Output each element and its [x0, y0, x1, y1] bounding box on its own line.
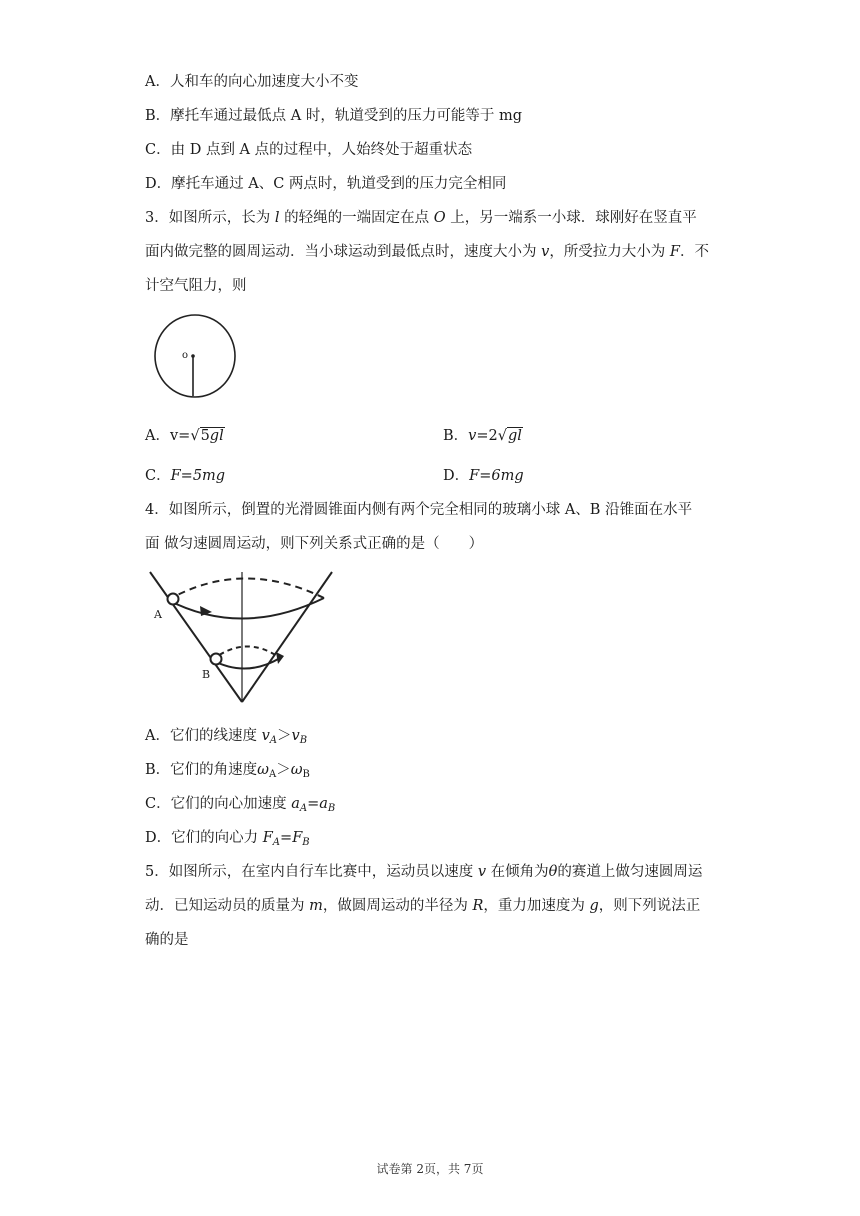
q5-stem-line1: 5．如图所示，在室内自行车比赛中，运动员以速度 v 在倾角为θ的赛道上做匀速圆周运: [145, 864, 703, 880]
q5-stem-line3: 确的是: [145, 932, 189, 948]
q3-stem-line3: 计空气阻力，则: [145, 278, 247, 294]
q2-option-b: B．摩托车通过最低点 A 时，轨道受到的压力可能等于 mg: [145, 108, 522, 124]
q2-option-d: D．摩托车通过 A、C 两点时，轨道受到的压力完全相同: [145, 176, 507, 192]
q3-figure-label-o: o: [182, 350, 189, 361]
q4-stem-line1: 4．如图所示，倒置的光滑圆锥面内侧有两个完全相同的玻璃小球 A、B 沿锥面在水平: [145, 502, 693, 518]
q4-figure-label-b: B: [202, 668, 211, 681]
q3-option-a: A．v=√5gl: [145, 428, 224, 444]
q4-option-d: D．它们的向心力 $F_A=F_B$: [145, 830, 310, 848]
q3-option-c: C．F=5mg: [145, 468, 226, 484]
q2-option-c: C．由 D 点到 A 点的过程中，人始终处于超重状态: [145, 142, 473, 158]
q4-figure-label-a: A: [154, 608, 162, 621]
q4-stem-line2: 面 做匀速圆周运动，则下列关系式正确的是（ ）: [145, 536, 484, 552]
sqrt-symbol: √: [190, 428, 200, 444]
q3-stem-line2: 面内做完整的圆周运动．当小球运动到最低点时，速度大小为 v，所受拉力大小为 F．不: [145, 244, 709, 260]
q4-option-c: C．它们的向心加速度 $a_A=a_B$: [145, 796, 336, 814]
q3-option-b-radicand: gl: [507, 428, 522, 444]
q3-option-a-radicand: 5gl: [200, 428, 224, 444]
q3-stem-line1: 3．如图所示，长为 l 的轻绳的一端固定在点 O 上，另一端系一小球．球刚好在竖直平: [145, 210, 697, 226]
q4-option-a: A．它们的线速度 $v_A>v_B$: [145, 728, 308, 746]
sqrt-symbol: √: [497, 428, 507, 444]
q2-option-a: A．人和车的向心加速度大小不变: [145, 74, 359, 90]
q4-cone-figure: [146, 568, 336, 708]
q3-circle-figure: [150, 314, 240, 400]
page-footer: 试卷第 2页，共 7页: [376, 1162, 484, 1176]
q5-stem-line2: 动．已知运动员的质量为 m，做圆周运动的半径为 R，重力加速度为 g，则下列说法正: [145, 898, 701, 914]
q3-option-d: D．F=6mg: [443, 468, 524, 484]
q4-option-b: B．它们的角速度$\omega_A>\omega_B$: [145, 762, 310, 780]
q3-option-b: B．v=2√gl: [443, 428, 522, 444]
